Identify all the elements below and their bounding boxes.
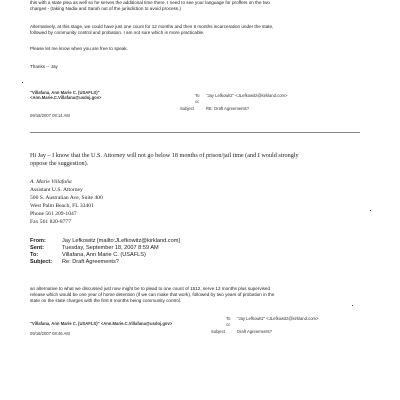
body-line: an alternative to what we discussed just now might be to plead to one count of 1512, serve 12 months plus supervised bbox=[30, 286, 271, 291]
to-value: "Jay Lefkowitz" <JLefkowitz@kirkland.com> bbox=[206, 93, 288, 98]
to-label: To bbox=[195, 93, 200, 98]
signoff: Thanks -- Jay bbox=[30, 64, 58, 69]
subject-label: Subject bbox=[211, 329, 225, 334]
body-line: Hi Jay – I know that the U.S. Attorney will not go below 18 months of prison/jail time (and I would strongly bbox=[30, 152, 299, 159]
quoted-subject: Subject: Re: Draft Agreements? bbox=[30, 259, 119, 265]
signature-line: Phone 561 209-1047 bbox=[30, 211, 77, 217]
sender-email: <Ann.Marie.C.Villafana@usdoj.gov> bbox=[30, 95, 102, 100]
quoted-from: From: Jay Lefkowitz [mailto:JLefkowitz@kirkland.com] bbox=[30, 238, 180, 244]
sent-date: 09/18/2007 08:14 AM bbox=[30, 113, 70, 118]
scan-speck bbox=[370, 210, 371, 211]
cc-label: cc bbox=[195, 99, 200, 104]
signature-line: 500 S. Australian Ave, Suite 400 bbox=[30, 195, 103, 201]
to-label: To bbox=[226, 316, 231, 321]
signature-line: Assistant U.S. Attorney bbox=[30, 187, 83, 193]
body-line: Please let me know when you are free to speak. bbox=[30, 46, 128, 51]
subject-value: Draft Agreements? bbox=[237, 329, 272, 334]
body-line: oppose the suggestion). bbox=[30, 160, 89, 167]
sender-name: "Villafana, Ann Marie C. (USAFLS)" bbox=[30, 90, 100, 95]
body-line: this with a state plea as well so he serves the additional time there. I need to see your language for proffers on the two bbox=[30, 0, 270, 5]
subject-value: RE: Draft Agreements? bbox=[206, 106, 250, 111]
sent-date: 09/18/2007 08:46 AM bbox=[30, 331, 70, 336]
quoted-sent: Sent: Tuesday, September 18, 2007 8:59 AM bbox=[30, 245, 159, 251]
signature-line: West Palm Beach, FL 33401 bbox=[30, 203, 94, 209]
scan-speck bbox=[22, 82, 23, 83]
body-line: followed by community control and probation. I am not sure which is more practicable. bbox=[30, 30, 205, 35]
signature-line: Fax 561 820-8777 bbox=[30, 219, 72, 225]
to-value: "Jay Lefkowitz" <JLefkowitz@kirkland.com> bbox=[237, 316, 319, 321]
sender: "Villafana, Ann Marie C. (USAFLS)" <Ann.Marie.C.Villafana@usdoj.gov> bbox=[30, 321, 173, 326]
cc-label: cc bbox=[226, 322, 231, 327]
quoted-to: To: Villafana, Ann Marie C. (USAFLS) bbox=[30, 252, 146, 258]
signature-name: A. Marie Villafaña bbox=[30, 179, 72, 185]
divider bbox=[30, 132, 360, 133]
body-line: Alternatively, at this stage, we could have just one count for 12 months and then 6 months incarceration under the state, bbox=[30, 24, 274, 29]
scan-speck bbox=[352, 305, 353, 306]
body-line: state on the state charges with the first 8 months being community control. bbox=[30, 298, 182, 303]
body-line: charges - (taking Nadia and Sarah out of the jurisdiction to avoid process.) bbox=[30, 6, 181, 11]
subject-label: Subject bbox=[180, 106, 194, 111]
body-line: release which would be one year of home detention (if we can make that work), followed by two years of probation in the bbox=[30, 292, 275, 297]
